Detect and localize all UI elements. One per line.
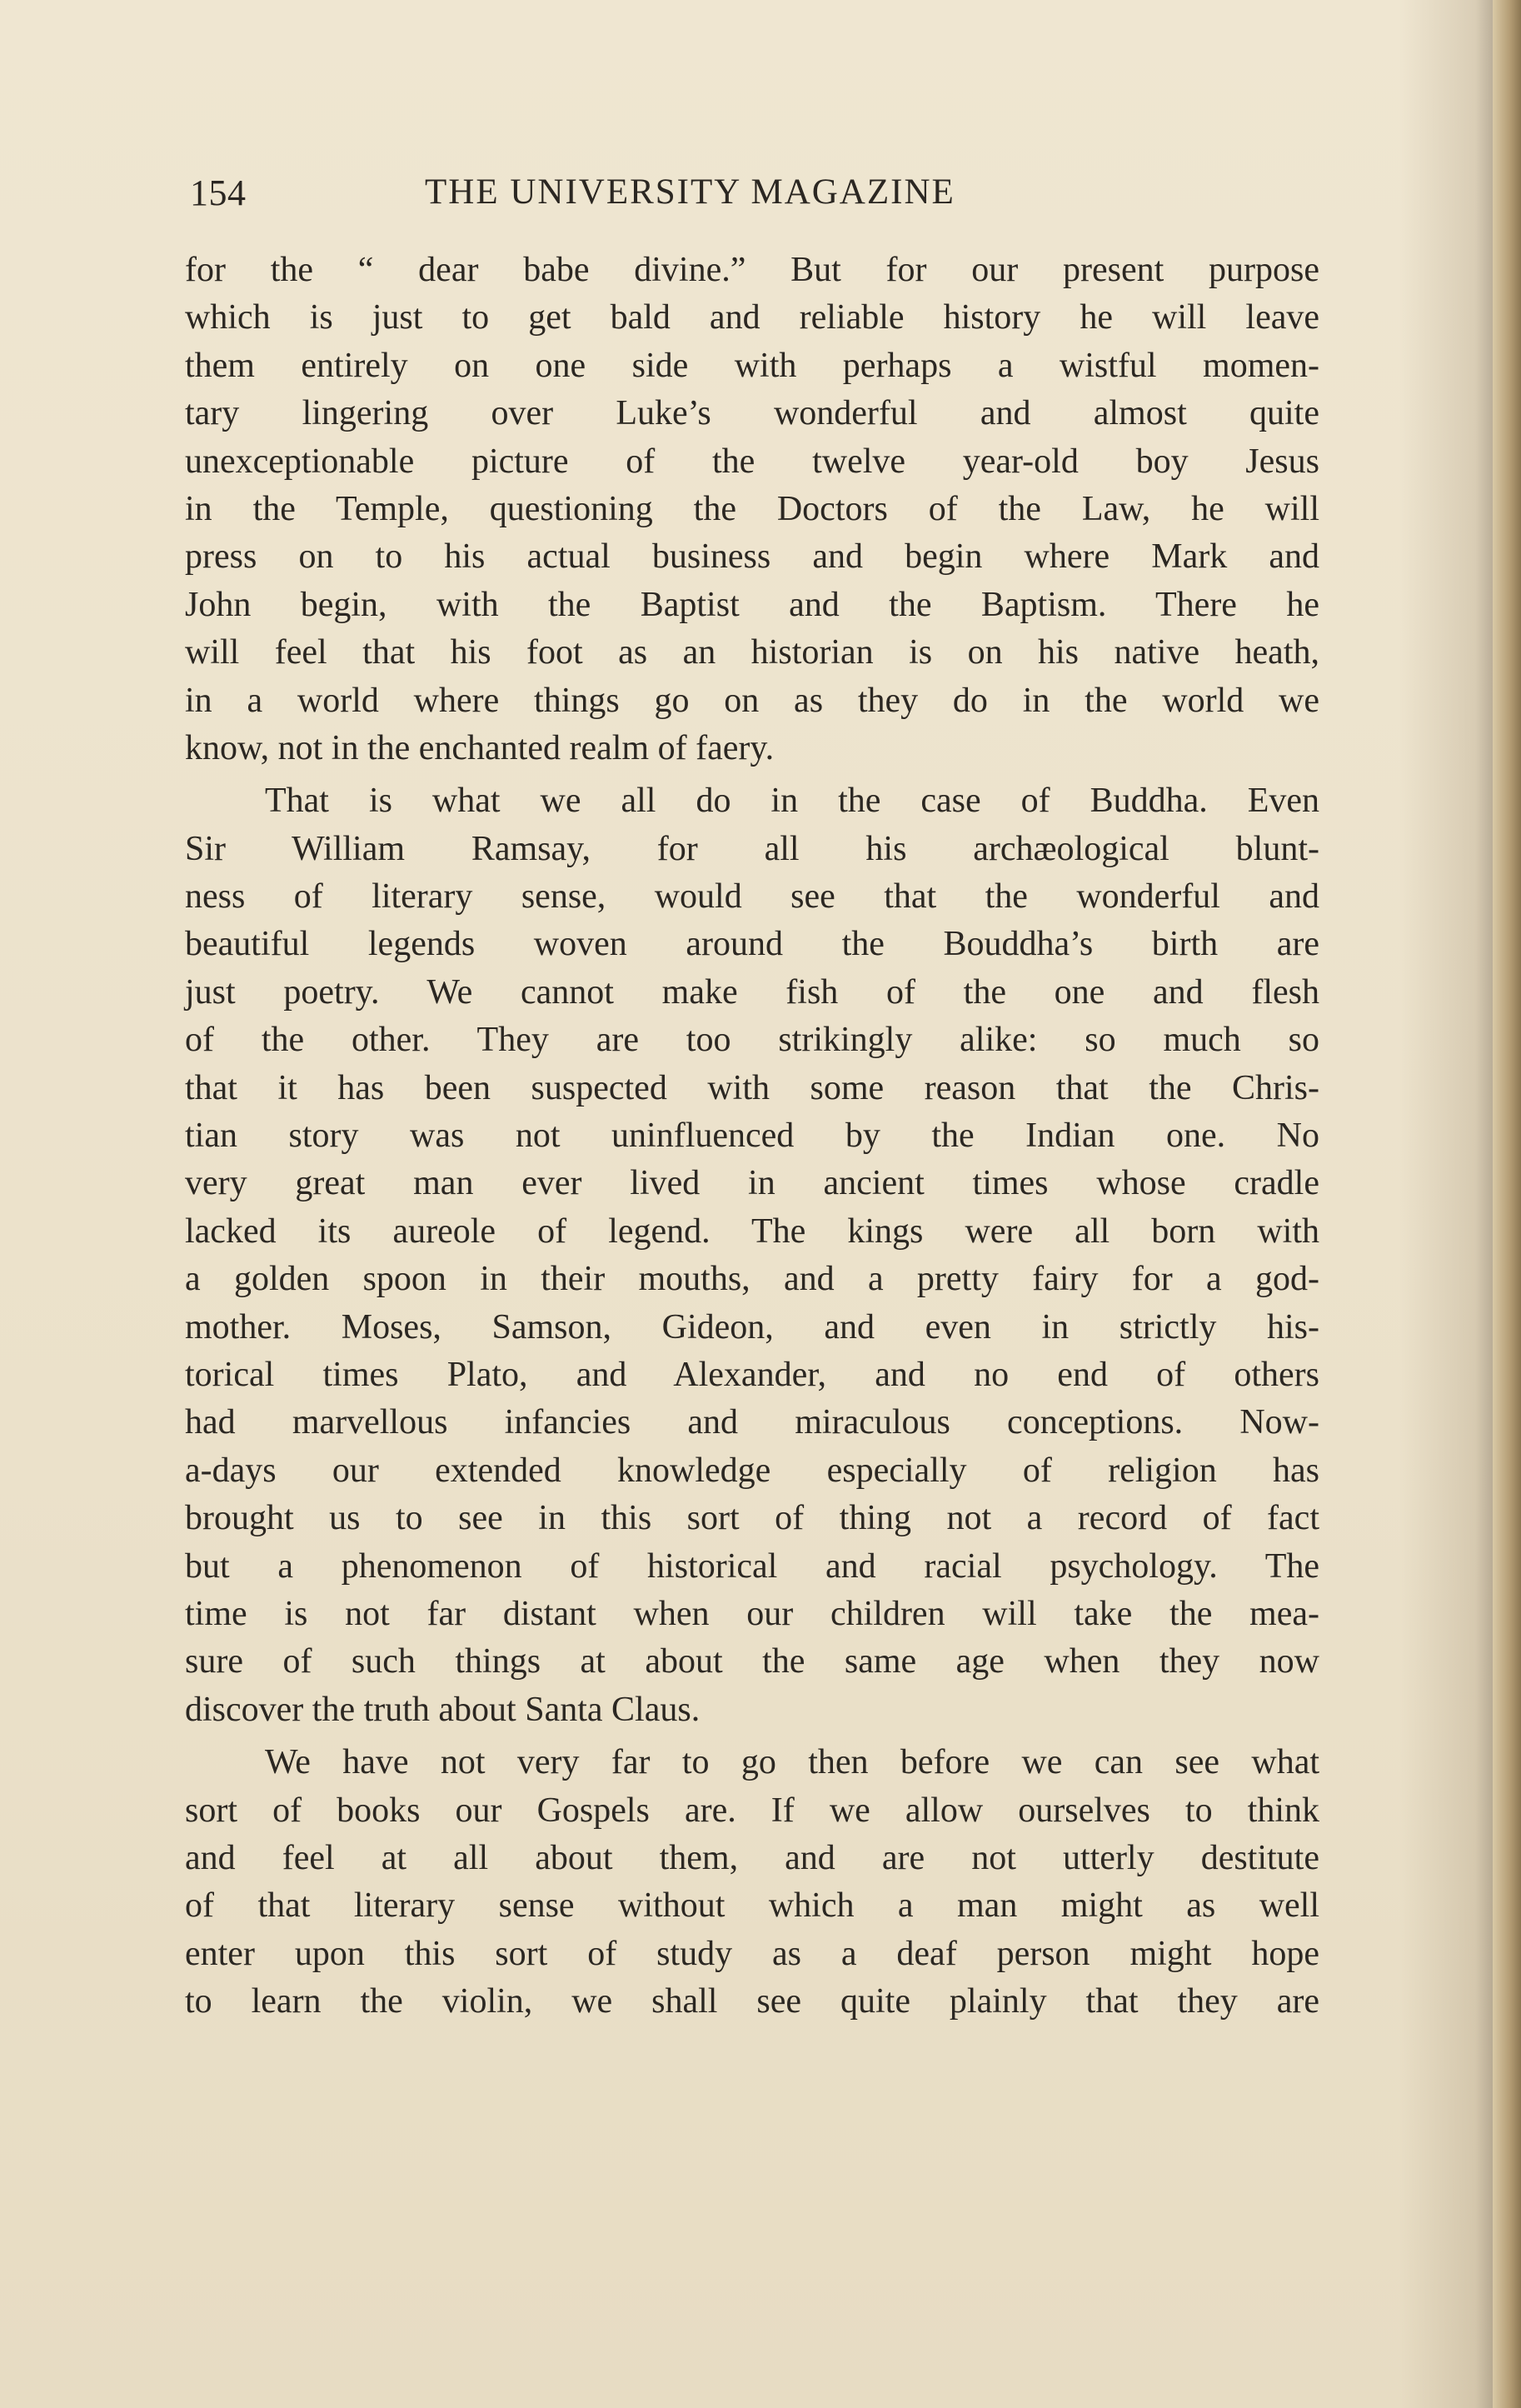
running-head: THE UNIVERSITY MAGAZINE [425, 172, 955, 212]
text-line: a golden spoon in their mouths, and a pretty fairy for a god- [185, 1260, 1319, 1299]
text-line: will feel that his foot as an historian is on his native heath, [185, 633, 1319, 672]
text-line: tary lingering over Luke’s wonderful and almost quite [185, 394, 1319, 433]
page-header [190, 172, 1323, 222]
text-line: of that literary sense without which a man might as well [185, 1886, 1319, 1926]
text-line: enter upon this sort of study as a deaf person might hope [185, 1934, 1319, 1973]
text-line: unexceptionable picture of the twelve year-old boy Jesus [185, 442, 1319, 481]
text-line: had marvellous infancies and miraculous conceptions. Now- [185, 1403, 1319, 1442]
page-number: 154 [190, 172, 247, 213]
text-line: in the Temple, questioning the Doctors of the Law, he will [185, 489, 1319, 528]
text-line: That is what we all do in the case of Buddha. Even [265, 782, 1319, 821]
text-line: them entirely on one side with perhaps a wistful momen- [185, 346, 1319, 385]
page-edge [1493, 0, 1521, 2408]
text-line: brought us to see in this sort of thing not a record of fact [185, 1499, 1319, 1538]
text-line: for the “ dear babe divine.” But for our present purpose [185, 251, 1319, 289]
text-line: know, not in the enchanted realm of faery. [185, 728, 775, 767]
text-line: but a phenomenon of historical and racial psychology. The [185, 1546, 1319, 1586]
text-line: We have not very far to go then before we can see what [265, 1743, 1319, 1782]
text-line: beautiful legends woven around the Bouddha’s birth are [185, 925, 1319, 964]
text-line: of the other. They are too strikingly alike: so much so [185, 1021, 1319, 1060]
text-line: sure of such things at about the same age when they now [185, 1642, 1319, 1681]
text-line: just poetry. We cannot make fish of the one and flesh [185, 972, 1319, 1012]
text-line: sort of books our Gospels are. If we allow ourselves to think [185, 1791, 1319, 1830]
text-line: press on to his actual business and begin where Mark and [185, 537, 1319, 577]
text-line: that it has been suspected with some reason that the Chris- [185, 1068, 1319, 1107]
text-line: in a world where things go on as they do in the world we [185, 681, 1319, 720]
text-line: very great man ever lived in ancient times whose cradle [185, 1164, 1319, 1203]
text-line: and feel at all about them, and are not utterly destitute [185, 1838, 1319, 1877]
text-line: a-days our extended knowledge especially of religion has [185, 1451, 1319, 1490]
text-line: John begin, with the Baptist and the Baptism. There he [185, 585, 1319, 624]
paragraph [185, 1739, 1319, 2026]
text-line: tian story was not uninfluenced by the Indian one. No [185, 1117, 1319, 1156]
text-line: torical times Plato, and Alexander, and no end of others [185, 1355, 1319, 1394]
text-line: time is not far distant when our children will take the mea- [185, 1594, 1319, 1633]
text-line: ness of literary sense, would see that the wonderful and [185, 877, 1319, 917]
text-line: lacked its aureole of legend. The kings were all born with [185, 1211, 1319, 1251]
text-line: to learn the violin, we shall see quite plainly that they are [185, 1982, 1319, 2021]
paragraph [185, 247, 1319, 772]
paragraph [185, 777, 1319, 1734]
text-line: which is just to get bald and reliable history he will leave [185, 298, 1319, 337]
text-line: Sir William Ramsay, for all his archæological blunt- [185, 829, 1319, 868]
text-line: mother. Moses, Samson, Gideon, and even in strictly his- [185, 1307, 1319, 1346]
body-text [185, 247, 1319, 2026]
text-line: discover the truth about Santa Claus. [185, 1690, 701, 1729]
